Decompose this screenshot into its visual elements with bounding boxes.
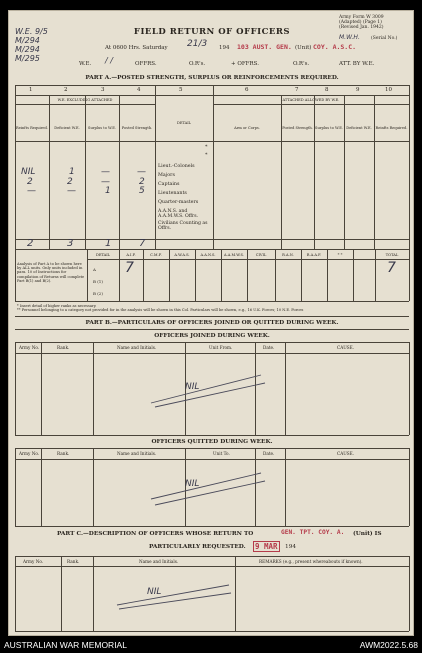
col-num-5: 5 [179, 87, 183, 93]
part-b-top-rule [15, 316, 409, 317]
serial-label: (Serial No.) [371, 36, 398, 41]
hw-total-c4: 7 [139, 238, 146, 249]
hw-total-c1: 2 [27, 238, 34, 249]
vline [15, 342, 16, 435]
vline [409, 448, 410, 526]
vline [235, 556, 236, 631]
nil-strike-quitted [149, 467, 269, 507]
nil-quitted: NIL [185, 479, 200, 489]
field-return-form [8, 10, 414, 636]
analysis-head-rule [87, 259, 409, 260]
joined-bottom-rule [15, 435, 409, 436]
nil-strike-line [117, 585, 229, 605]
col-num-10: 10 [385, 87, 392, 93]
margin-ref: W.E. 9/5 [15, 27, 48, 36]
vline [344, 95, 345, 249]
part-c-head-name: Name and Initials. [139, 559, 179, 564]
analysis-row-b2: B (2) [93, 291, 103, 296]
hw-r2-c1: 2 [27, 177, 33, 187]
part-c-requested: PARTICULARLY REQUESTED. [149, 544, 246, 550]
footnote-2: ** Personnel belonging to a category not provided for in the analysis will be shown in this Col. Particulars will be shown, e.g., 16 U.K. Forces; 10 N.E. Forces [17, 308, 304, 312]
vline [41, 342, 42, 435]
col-num-6: 6 [245, 87, 249, 93]
col-head-sur: Surplus to W.E. [88, 126, 116, 130]
hw-r1-c4: — [137, 167, 146, 177]
quitted-head-name: Name and Initials. [117, 451, 157, 456]
part-c-bottom-rule [15, 631, 409, 632]
nil-strike-part-c [115, 577, 235, 611]
col-num-1: 1 [29, 87, 33, 93]
nil-strike-joined [149, 369, 269, 409]
vline [15, 249, 16, 301]
part-c-head-bottom-rule [15, 566, 409, 567]
col-head-def2: Deficient W.E. [346, 126, 372, 130]
part-a-total-rule [15, 239, 409, 240]
ors2-label: O.R's. [293, 61, 310, 67]
part-c-unit-stamp: GEN. TPT. COY. A. [281, 529, 345, 536]
nil-strike-line [155, 383, 265, 407]
col-num-2: 2 [64, 87, 68, 93]
joined-head-cause: CAUSE. [337, 345, 355, 350]
part-c-head-rank: Rank. [67, 559, 80, 564]
hw-r3-c2: — [67, 186, 76, 196]
rank-lieutenants: Lieutenants [158, 191, 187, 196]
analysis-head-awas: A.W.A.S. [174, 253, 190, 257]
nil-strike-line [151, 473, 261, 499]
col-head-req2: Reinfts Required. [375, 126, 408, 130]
analysis-head-raaf: R.A.A.F. [306, 253, 322, 257]
joined-head-date: Date. [263, 345, 275, 350]
we-label: W.E. [79, 61, 92, 67]
form-ref-line3: (Revised Jan. 1942) [339, 25, 384, 30]
joined-head-unit-from: Unit From. [209, 345, 233, 350]
col-num-8: 8 [325, 87, 329, 93]
part-a-colnum-rule [15, 95, 409, 96]
analysis-note: Analysis of Part A to be shown here by ALL units. Only units included in para. 10 of Instructions for compilation of Returns will complete Part B(1) and B(2). [17, 262, 85, 283]
vline [93, 448, 94, 526]
col-head-sur2: Surplus to W.E. [315, 126, 343, 130]
quitted-head-top-rule [15, 448, 409, 449]
hw-aif-total: 7 [125, 260, 134, 276]
hw-grand-total: 7 [387, 260, 396, 276]
ors-label: O.R's. [189, 61, 206, 67]
asterisk-mark: * [205, 144, 208, 150]
col-num-7: 7 [295, 87, 299, 93]
col-head-bottom-rule [15, 141, 409, 142]
part-b-rule [15, 329, 409, 330]
att-label: ATT. BY W.E. [339, 61, 375, 67]
nil-strike-line [119, 593, 231, 609]
hw-r2-c2: 2 [67, 177, 73, 187]
hw-r1-c3: — [101, 167, 110, 177]
part-c-title: PART C.—DESCRIPTION OF OFFICERS WHOSE RETURN TO [57, 531, 254, 537]
quitted-bottom-rule [15, 526, 409, 527]
margin-line-3: M/295 [15, 54, 40, 63]
analysis-row-a: A [93, 267, 96, 272]
rank-civilians: Civilians Counting as Offrs. [158, 221, 208, 232]
part-c-head-remarks: REMARKS (e.g., present whereabouts if known). [259, 559, 363, 564]
vline [119, 95, 120, 249]
rank-lieut-colonels: Lieut.-Colonels [158, 164, 195, 169]
quitted-title: OFFICERS QUITTED DURING WEEK. [151, 439, 273, 445]
vline [15, 85, 16, 249]
col-num-9: 9 [356, 87, 360, 93]
hw-r2-c3: — [101, 177, 110, 187]
vline [281, 95, 282, 249]
vline [49, 95, 50, 249]
rank-quartermasters: Quarter-masters [158, 200, 199, 205]
joined-head-army-no: Army No. [19, 345, 40, 350]
col-head-detail: DETAIL [176, 121, 192, 125]
col-num-3: 3 [101, 87, 105, 93]
analysis-head-aif: A.I.F. [126, 253, 136, 257]
quitted-head-rank: Rank. [57, 451, 70, 456]
quitted-head-cause: CAUSE. [337, 451, 355, 456]
margin-line-2: M/294 [15, 45, 40, 54]
coy-stamp: COY. A.S.C. [313, 43, 357, 51]
quitted-head-army-no: Army No. [19, 451, 40, 456]
part-c-head-top-rule [15, 556, 409, 557]
vline [285, 342, 286, 435]
quitted-head-unit-to: Unit To. [213, 451, 230, 456]
form-title: FIELD RETURN OF OFFICERS [133, 27, 291, 37]
group-att-rule [213, 104, 409, 105]
col-num-4: 4 [137, 87, 141, 93]
col-head-def: Deficient W.E. [54, 126, 80, 130]
vline [61, 556, 62, 631]
vline [155, 85, 156, 249]
footer-accession-number: AWM2022.5.68 [359, 640, 418, 650]
hw-r3-c3: 1 [105, 186, 111, 196]
analysis-bottom-rule [15, 301, 409, 302]
joined-head-name: Name and Initials. [117, 345, 157, 350]
vline [285, 448, 286, 526]
vline [15, 448, 16, 526]
part-c-year: 194 [285, 544, 297, 550]
hw-r1-c2: 1 [69, 167, 75, 177]
quitted-head-bottom-rule [15, 459, 409, 460]
col-head-req: Reinfts Required. [16, 126, 48, 130]
col-head-posted: Posted Strength. [121, 126, 153, 130]
margin-line-1: M/294 [15, 36, 40, 45]
archive-footer [0, 638, 422, 653]
analysis-head-total: TOTAL [385, 253, 399, 257]
asterisk-mark: * [205, 152, 208, 158]
nil-strike-line [151, 375, 261, 403]
header-at-label: At 0600 Hrs. Saturday [105, 45, 168, 51]
hw-r1-c1: NIL [21, 167, 36, 177]
hw-r3-c1: — [27, 186, 36, 196]
group-att-heading: ATTACHED ALLOWED BY W.E. [282, 98, 340, 102]
analysis-head-aamws: A.A.M.W.S. [224, 253, 244, 257]
hw-total-c2: 3 [67, 238, 74, 249]
unit-stamp: 103 AUST. GEN. [237, 43, 292, 51]
part-a-title: PART A.—POSTED STRENGTH, SURPLUS OR REINFORCEMENTS REQUIRED. [85, 75, 339, 81]
joined-head-rank: Rank. [57, 345, 70, 350]
col-head-posted2: Posted Strength. [282, 126, 313, 130]
date-handwritten: 21/3 [187, 39, 208, 49]
rank-majors: Majors [158, 173, 175, 178]
analysis-head-civil: CIVIL [255, 253, 267, 257]
vline [41, 448, 42, 526]
vline [409, 85, 410, 249]
analysis-head-ran: R.A.N. [282, 253, 294, 257]
offrs-label: OFFRS. [135, 61, 157, 67]
hw-total-c3: 1 [105, 238, 112, 249]
form-ref-line1: Army Form W 3009 [339, 15, 384, 20]
we-handwritten: / / [105, 56, 113, 65]
rank-aans: A.A.N.S. and A.A.M.W.S. Offrs. [158, 209, 199, 220]
form-ref-line2: (Adapted) (Page 1) [339, 20, 382, 25]
plus-offrs-label: + OFFRS. [231, 61, 259, 67]
joined-head-top-rule [15, 342, 409, 343]
vline [409, 249, 410, 301]
vline [409, 556, 410, 631]
part-a-top-rule [15, 85, 409, 86]
group-we-heading: W.E. EXCLUDING ATTACHED [57, 98, 113, 102]
footnote-1: * Insert detail of higher ranks as necessary. [17, 304, 97, 308]
part-c-date-stamp: 9 MAR [255, 542, 278, 551]
analysis-head-other: * * [337, 253, 343, 257]
hw-r2-c4: 2 [139, 177, 145, 187]
header-year: 194 [219, 45, 230, 51]
serial-number-handwritten: M.W.H. [339, 34, 360, 41]
vline [85, 95, 86, 249]
analysis-head-aans: A.A.N.S. [200, 253, 216, 257]
vline [353, 249, 354, 301]
analysis-head-detail: DETAIL [95, 253, 111, 257]
nil-part-c: NIL [147, 587, 162, 597]
hw-r3-c4: 5 [139, 186, 145, 196]
vline [374, 95, 375, 249]
footer-institution: AUSTRALIAN WAR MEMORIAL [4, 640, 127, 650]
part-c-unit-label: (Unit) IS [353, 531, 382, 537]
quitted-head-date: Date. [263, 451, 275, 456]
vline [15, 556, 16, 631]
vline [314, 95, 315, 249]
col-head-arm: Arm or Corps. [234, 126, 260, 130]
nil-joined: NIL [185, 382, 200, 392]
analysis-row-b1: B (1) [93, 279, 103, 284]
vline [93, 556, 94, 631]
rank-captains: Captains [158, 182, 180, 187]
part-c-head-army-no: Army No. [23, 559, 44, 564]
vline [213, 85, 214, 249]
vline [93, 342, 94, 435]
part-b-title: PART B.—PARTICULARS OF OFFICERS JOINED OR QUITTED DURING WEEK. [85, 320, 339, 326]
vline [409, 342, 410, 435]
joined-head-bottom-rule [15, 353, 409, 354]
analysis-head-cmf: C.M.F. [150, 253, 162, 257]
part-a-bottom-rule [15, 249, 409, 250]
joined-title: OFFICERS JOINED DURING WEEK. [154, 333, 270, 339]
unit-label: (Unit) [295, 45, 312, 51]
